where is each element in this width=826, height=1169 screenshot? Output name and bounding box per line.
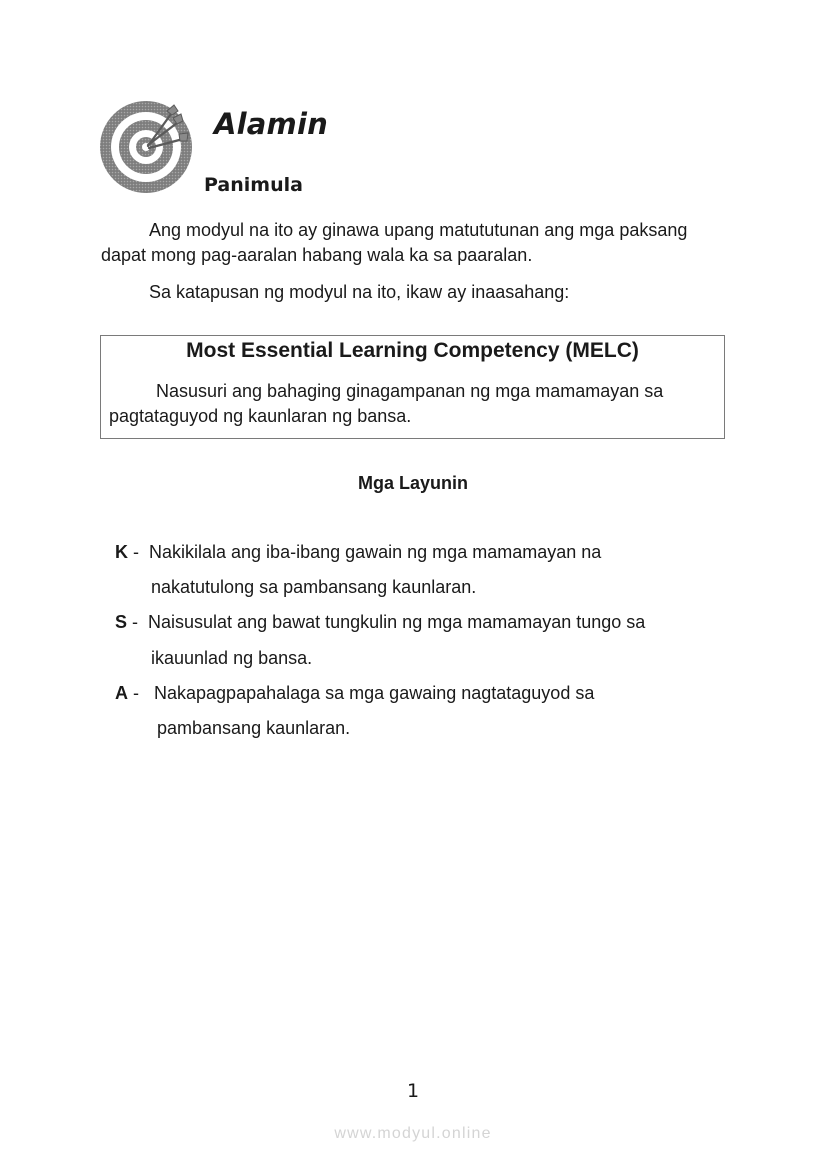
objective-separator: - [128, 542, 149, 562]
target-icon [99, 99, 195, 195]
melc-line-2: pagtataguyod ng kaunlaran ng bansa. [109, 406, 412, 426]
expectation-text: Sa katapusan ng modyul na ito, ikaw ay inaasahang: [149, 282, 570, 302]
objective-line-1: Nakapagpapahalaga sa mga gawaing nagtataguyod sa [154, 683, 595, 703]
objective-letter: K [115, 542, 128, 562]
objective-separator: - [127, 612, 149, 632]
intro-line-2: dapat mong pag-aaralan habang wala ka sa paaralan. [101, 245, 533, 265]
objective-letter: S [115, 612, 128, 632]
objective-line-1: Naisusulat ang bawat tungkulin ng mga mamamayan tungo sa [148, 612, 646, 632]
melc-box [100, 335, 725, 439]
objective-separator: - [128, 683, 154, 703]
objective-item [115, 605, 645, 640]
objective-line-2: ikauunlad ng bansa. [151, 648, 313, 668]
melc-text [109, 379, 716, 429]
section-subtitle: Panimula [204, 174, 303, 196]
section-title: Alamin [214, 107, 328, 141]
page-number: 1 [406, 1080, 420, 1102]
objective-line-2: pambansang kaunlaran. [157, 718, 351, 738]
objectives-heading: Mga Layunin [357, 473, 468, 493]
objective-item [115, 676, 594, 711]
objective-letter: A [115, 683, 128, 703]
intro-paragraph [101, 218, 741, 268]
objective-line-2: nakatutulong sa pambansang kaunlaran. [151, 577, 477, 597]
melc-heading: Most Essential Learning Competency (MELC) [186, 339, 639, 362]
melc-line-1: Nasusuri ang bahaging ginagampanan ng mga mamamayan sa [156, 381, 664, 401]
objective-item [115, 535, 601, 570]
intro-line-1: Ang modyul na ito ay ginawa upang matututunan ang mga paksang [149, 220, 688, 240]
objective-line-1: Nakikilala ang iba-ibang gawain ng mga mamamayan na [149, 542, 602, 562]
watermark: www.modyul.online [334, 1125, 492, 1142]
